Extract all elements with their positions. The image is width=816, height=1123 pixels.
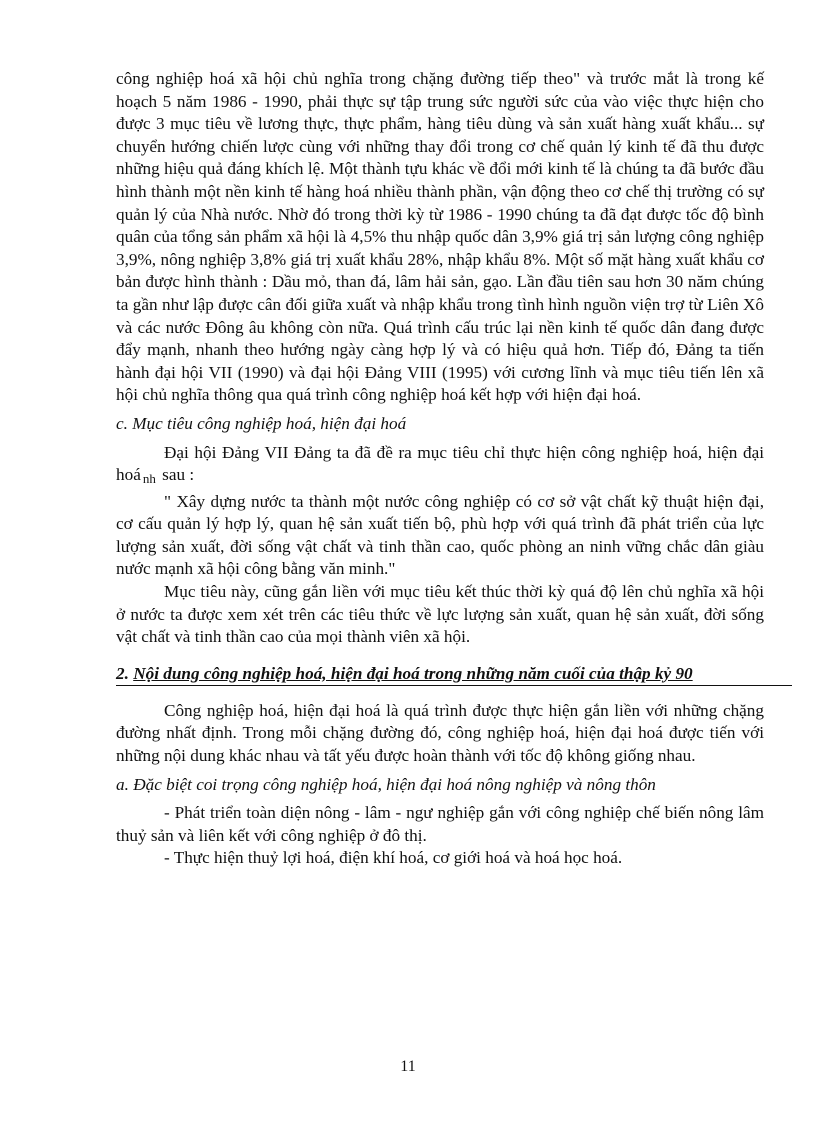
section-heading-2 — [116, 663, 792, 686]
paragraph-goal-tail: sau : — [162, 465, 195, 485]
paragraph-goal — [116, 442, 764, 491]
paragraph-goal-link: Mục tiêu này, cũng gắn liền với mục tiêu kết thúc thời kỳ quá độ lên chủ nghĩa xã hội ở nước ta được xem xét trên các tiêu thức về lực lượng sản xuất, quan hệ sản xuất, đời sống vật chất và tinh thần cao của mọi thành viên xã hội. — [116, 582, 764, 647]
section-number: 2. — [116, 663, 129, 683]
paragraph-content: Công nghiệp hoá, hiện đại hoá là quá trình được thực hiện gắn liền với những chặng đường nhất định. Trong mỗi chặng đường đó, công nghiệp hoá, hiện đại hoá được tiến với những nội dung khác nhau và tất yếu được hoàn thành với tốc độ không giống nhau. — [116, 700, 764, 766]
subheading-c: c. Mục tiêu công nghiệp hoá, hiện đại hoá — [116, 413, 407, 433]
paragraph-intro: công nghiệp hoá xã hội chủ nghĩa trong chặng đường tiếp theo" và trước mắt là trong kế hoạch 5 năm 1986 - 1990, phải thực sự tập trung sức người sức của vào việc thực hiện cho được 3 mục tiêu về lương thực, thực phẩm, hàng tiêu dùng và sản xuất hàng xuất khẩu... sự chuyển hướng chiến lược cùng với những thay đổi trong cơ chế quản lý kinh tế đã thu được những hiệu quả đáng khích lệ. Một thành tựu khác về đổi mới kinh tế là chúng ta đã bước đầu hình thành một nền kinh tế hàng hoá nhiều thành phần, vận động theo cơ chế thị trường có sự quản lý của Nhà nước. Nhờ đó trong thời kỳ từ 1986 - 1990 chúng ta đã đạt được tốc độ bình quân của tổng sản phẩm xã hội là 4,5% thu nhập quốc dân 3,9% giá trị sản lượng công nghiệp 3,9%, nông nghiệp 3,8% giá trị xuất khẩu 28%, nhập khẩu 8%. Một số mặt hàng xuất khẩu cơ bản được hình thành : Dầu mỏ, than đá, lâm hải sản, gạo. Lần đầu tiên sau hơn 30 năm chúng ta gần như lập được cân đối giữa xuất và nhập khẩu trong tình hình nguồn viện trợ từ Liên Xô và các nước Đông âu không còn nữa. Quá trình cấu trúc lại nền kinh tế quốc dân đang được đẩy mạnh, nhanh theo hướng ngày càng hợp lý và có hiệu quả hơn. Tiếp đó, Đảng ta tiến hành đại hội VII (1990) và đại hội Đảng VIII (1995) với cương lĩnh và mục tiêu tiến lên xã hội chủ nghĩa thông qua quá trình công nghiệp hoá kết hợp với hiện đại hoá. — [116, 69, 764, 405]
paragraph-goal-text: Đại hội Đảng VII Đảng ta đã đề ra mục tiêu chỉ thực hiện công nghiệp hoá, hiện đại hoá — [116, 442, 764, 485]
subheading-a: a. Đặc biệt coi trọng công nghiệp hoá, hiện đại hoá nông nghiệp và nông thôn — [116, 774, 656, 794]
paragraph-quote: " Xây dựng nước ta thành một nước công nghiệp có cơ sở vật chất kỹ thuật hiện đại, cơ cấu quản lý hợp lý, quan hệ sản xuất tiến bộ, phù hợp với quá trình đã phát triển của lực lượng sản xuất, đời sống vật chất và tinh thần cao, quốc phòng an ninh vững chắc dân giàu nước mạnh xã hội công bằng văn minh." — [116, 491, 764, 579]
section-title: Nội dung công nghiệp hoá, hiện đại hoá trong những năm cuối của thập kỷ 90 — [133, 663, 693, 683]
bullet-item-1: - Phát triển toàn diện nông - lâm - ngư nghiệp gắn với công nghiệp chế biến nông lâm thuỷ sản và liên kết với công nghiệp ở đô thị. — [116, 803, 764, 845]
document-page — [116, 68, 764, 870]
page-number: 11 — [400, 1058, 416, 1075]
bullet-item-2: - Thực hiện thuỷ lợi hoá, điện khí hoá, cơ giới hoá và hoá học hoá. — [164, 848, 623, 868]
subscript-note: nh — [142, 471, 156, 487]
